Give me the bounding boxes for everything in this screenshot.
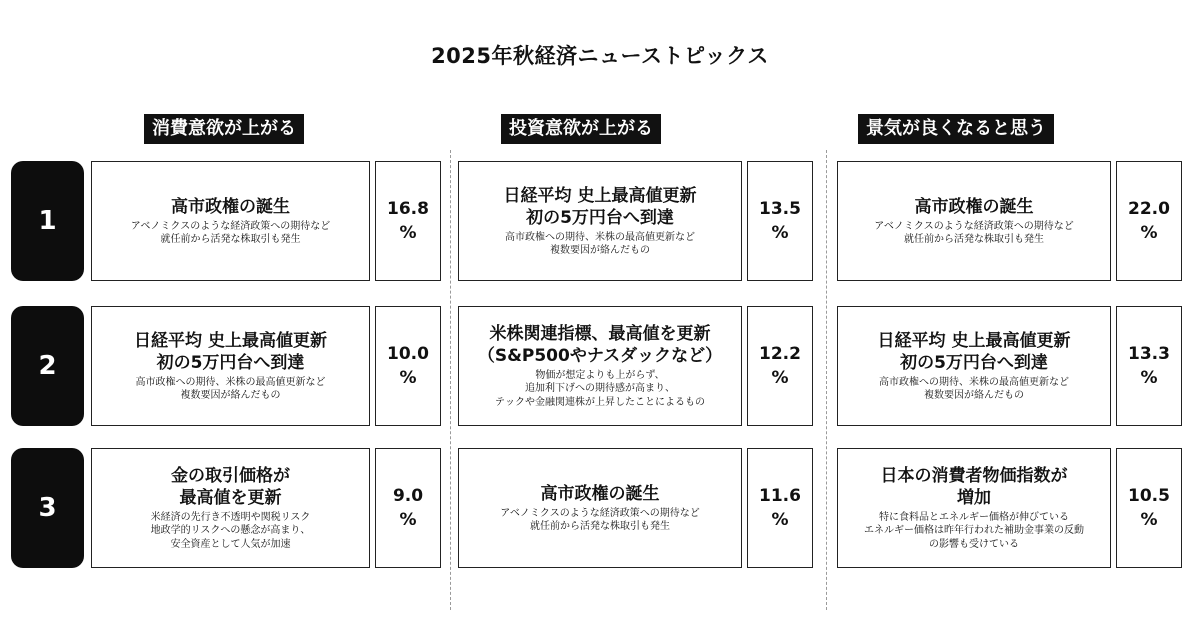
topic-title: （S&P500やナスダックなど） [477, 345, 723, 366]
percentage-box [747, 161, 813, 281]
percentage-value: 22.0 [1128, 199, 1170, 219]
topic-description: アベノミクスのような経済政策への期待など [874, 220, 1074, 232]
topic-description: 地政学的リスクへの懸念が高まり、 [150, 525, 311, 537]
topic-description: 高市政権への期待、米株の最高値更新など [505, 231, 695, 243]
percentage-value: 11.6 [759, 486, 801, 506]
topic-title: 最高値を更新 [179, 487, 282, 508]
topic-card [837, 161, 1111, 281]
topic-card [91, 161, 370, 281]
topic-description: 追加利下げへの期待感が高まり、 [525, 383, 675, 395]
topic-card [91, 306, 370, 426]
topic-card [458, 306, 742, 426]
topic-description: 物価が想定よりも上がらず、 [535, 369, 665, 381]
page-title: 2025年秋経済ニューストピックス [431, 44, 769, 68]
rank-badge-2: 2 [11, 306, 84, 426]
topic-description: 複数要因が絡んだもの [550, 245, 650, 256]
topic-description: 就任前から活発な株取引も発生 [530, 521, 670, 532]
percentage-box [375, 161, 441, 281]
percentage-unit: % [399, 510, 417, 530]
percentage-box [1116, 161, 1182, 281]
percentage-value: 12.2 [759, 344, 801, 364]
topic-title: 増加 [957, 487, 991, 508]
percentage-unit: % [771, 368, 789, 388]
column-header-investment: 投資意欲が上がる [501, 114, 661, 144]
rank-badge-3: 3 [11, 448, 84, 568]
column-divider [450, 150, 451, 610]
percentage-unit: % [399, 368, 417, 388]
percentage-unit: % [399, 223, 417, 243]
topic-card [837, 448, 1111, 568]
topic-card [458, 161, 742, 281]
topic-description: テックや金融関連株が上昇したことによるもの [495, 396, 705, 408]
percentage-value: 13.3 [1128, 344, 1170, 364]
topic-title: 金の取引価格が [171, 465, 290, 486]
topic-card [91, 448, 370, 568]
topic-title: 日経平均 史上最高値更新 [134, 330, 327, 351]
percentage-value: 13.5 [759, 199, 801, 219]
topic-description: 複数要因が絡んだもの [180, 390, 281, 401]
topic-card [458, 448, 742, 568]
percentage-value: 16.8 [387, 199, 429, 219]
percentage-unit: % [771, 223, 789, 243]
topic-title: 米株関連指標、最高値を更新 [489, 323, 711, 344]
percentage-box [1116, 448, 1182, 568]
rank-badge-1: 1 [11, 161, 84, 281]
percentage-unit: % [1140, 223, 1158, 243]
topic-description: アベノミクスのような経済政策への期待など [500, 507, 700, 519]
topic-title: 高市政権の誕生 [171, 196, 290, 217]
topic-description: エネルギー価格は昨年行われた補助金事業の反動 [864, 525, 1084, 537]
topic-description: 安全資産として人気が加速 [170, 538, 291, 550]
percentage-box [747, 306, 813, 426]
topic-title: 高市政権の誕生 [540, 483, 660, 504]
percentage-value: 10.5 [1128, 486, 1170, 506]
percentage-box [1116, 306, 1182, 426]
topic-title: 日本の消費者物価指数が [880, 465, 1068, 486]
topic-card [837, 306, 1111, 426]
column-header-consumption: 消費意欲が上がる [144, 114, 304, 144]
topic-description: 就任前から活発な株取引も発生 [904, 234, 1044, 245]
percentage-box [375, 448, 441, 568]
topic-description: 就任前から活発な株取引も発生 [160, 234, 301, 245]
topic-description: 高市政権への期待、米株の最高値更新など [879, 376, 1069, 388]
topic-description: アベノミクスのような経済政策への期待など [130, 220, 331, 232]
topic-title: 初の5万円台へ到達 [526, 207, 674, 228]
topic-description: の影響も受けている [929, 538, 1019, 550]
percentage-value: 9.0 [392, 486, 424, 506]
topic-description: 特に食料品とエネルギー価格が伸びている [879, 511, 1069, 523]
topic-title: 初の5万円台へ到達 [156, 352, 305, 373]
topic-description: 米経済の先行き不透明や関税リスク [150, 511, 311, 523]
column-divider [826, 150, 827, 610]
percentage-unit: % [771, 510, 789, 530]
column-header-economy: 景気が良くなると思う [858, 114, 1054, 144]
topic-title: 初の5万円台へ到達 [900, 352, 1048, 373]
percentage-box [747, 448, 813, 568]
percentage-unit: % [1140, 368, 1158, 388]
topic-description: 高市政権への期待、米株の最高値更新など [135, 376, 326, 388]
percentage-value: 10.0 [387, 344, 429, 364]
topic-description: 複数要因が絡んだもの [924, 390, 1024, 401]
percentage-unit: % [1140, 510, 1158, 530]
topic-title: 高市政権の誕生 [914, 196, 1034, 217]
percentage-box [375, 306, 441, 426]
topic-title: 日経平均 史上最高値更新 [503, 185, 697, 206]
topic-title: 日経平均 史上最高値更新 [877, 330, 1071, 351]
